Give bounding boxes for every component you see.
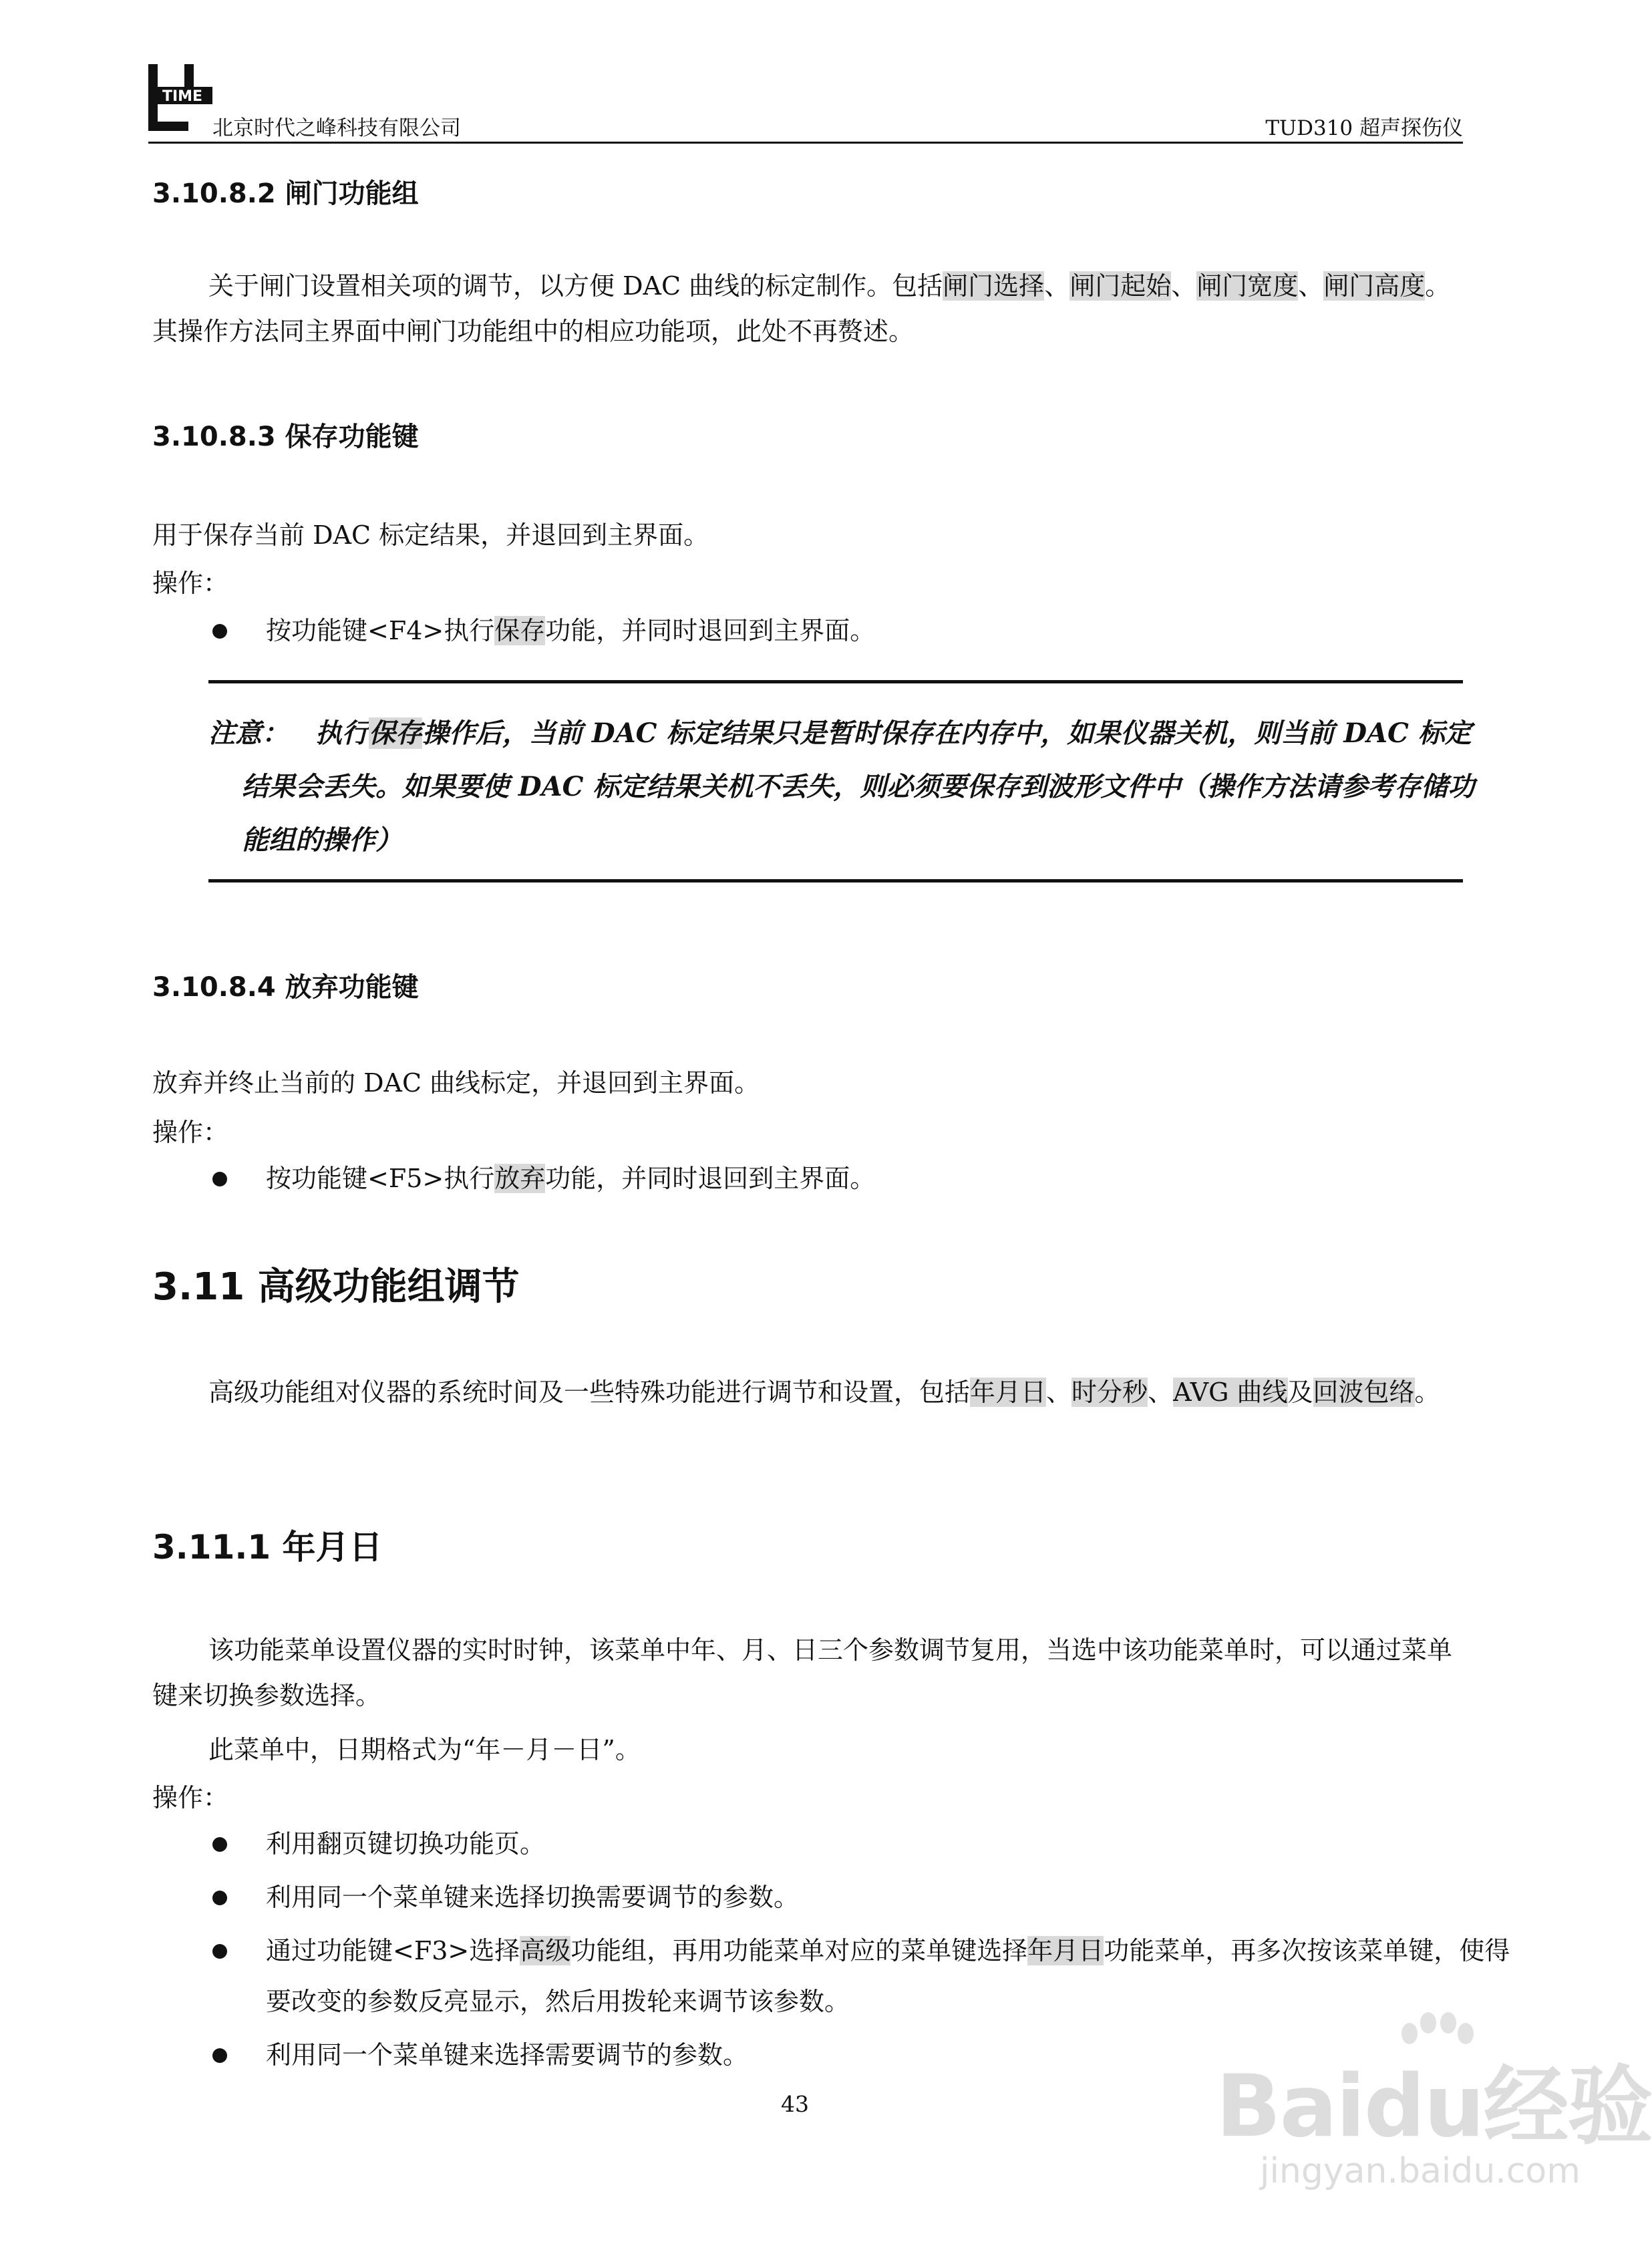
highlight-term: 闸门宽度 [1196, 271, 1299, 301]
paragraph-save-desc: 用于保存当前 DAC 标定结果，并退回到主界面。 [152, 520, 709, 550]
baidu-watermark [1196, 2011, 1652, 2211]
highlight-term: 闸门选择 [943, 271, 1045, 301]
section-heading-3-10-8-3: 3.10.8.3 保存功能键 [152, 422, 419, 452]
highlight-term: 年月日 [970, 1378, 1047, 1407]
page-number: 43 [781, 2091, 809, 2117]
highlight-term: AVG 曲线 [1173, 1378, 1288, 1407]
section-heading-3-10-8-4: 3.10.8.4 放弃功能键 [152, 972, 419, 1003]
note-bottom-rule [208, 879, 1463, 882]
bullet-item: 通过功能键<F3>选择高级功能组，再用功能菜单对应的菜单键选择年月日功能菜单，再多次按该菜单键，使得要改变的参数反亮显示，然后用拨轮来调节该参数。 [208, 1925, 1520, 2027]
paragraph-advanced-group: 高级功能组对仪器的系统时间及一些特殊功能进行调节和设置，包括年月日、时分秒、AVG 曲线及回波包络。 [208, 1378, 1440, 1407]
paragraph-date-format: 此菜单中，日期格式为“年－月－日”。 [208, 1735, 641, 1764]
note-top-rule [208, 680, 1463, 683]
section-heading-3-11-1: 3.11.1 年月日 [152, 1528, 383, 1567]
operation-label: 操作： [152, 1783, 229, 1812]
highlight-term: 回波包络 [1313, 1378, 1415, 1407]
bullet-item: 利用翻页键切换功能页。 [208, 1818, 1520, 1869]
header-divider [148, 142, 1463, 144]
highlight-term: 年月日 [1027, 1936, 1104, 1965]
highlight-term: 闸门起始 [1069, 271, 1172, 301]
bullet-dot [212, 624, 227, 639]
bullet-item: 按功能键<F5>执行放弃功能，并同时退回到主界面。 [208, 1153, 1520, 1204]
bullet-dot [212, 1891, 227, 1905]
bullet-item: 利用同一个菜单键来选择切换需要调节的参数。 [208, 1872, 1520, 1923]
highlight-term: 闸 [1323, 271, 1349, 301]
header-company-name: 北京时代之峰科技有限公司 [212, 116, 461, 140]
operation-label: 操作： [152, 1118, 229, 1147]
note-block: 注意： 执行保存操作后，当前 DAC 标定结果只是暂时保存在内存中，如果仪器关机，则当前 DAC 标定结果会丢失。如果要使 DAC 标定结果关机不丢失，则必须要保存到波形文件中（操作方法请参考存储功能组的操作） [208, 717, 1475, 856]
highlight-term: 门高度 [1349, 271, 1426, 301]
bullet-item: 利用同一个菜单键来选择需要调节的参数。 [208, 2030, 1520, 2080]
company-logo [148, 64, 214, 136]
paragraph-discard-desc: 放弃并终止当前的 DAC 曲线标定，并退回到主界面。 [152, 1068, 760, 1098]
paragraph-date-menu: 该功能菜单设置仪器的实时时钟，该菜单中年、月、日三个参数调节复用，当选中该功能菜单时，可以通过菜单键来切换参数选择。 [152, 1635, 1453, 1710]
watermark-url: jingyan.baidu.com [1260, 2151, 1581, 2191]
highlight-term: 保存 [369, 717, 422, 749]
section-heading-3-11: 3.11 高级功能组调节 [152, 1265, 520, 1309]
highlight-term: 保存 [494, 616, 546, 645]
highlight-term: 时分秒 [1071, 1378, 1148, 1407]
bullet-dot [212, 2048, 227, 2063]
bullet-dot [212, 1837, 227, 1852]
paragraph-gate-group: 关于闸门设置相关项的调节，以方便 DAC 曲线的标定制作。包括闸门选择、闸门起始、闸门宽度、闸门高度。其操作方法同主界面中闸门功能组中的相应功能项，此处不再赘述。 [152, 271, 1451, 346]
highlight-term: 放弃 [494, 1164, 546, 1193]
logo-text: TIME [162, 88, 203, 105]
bullet-dot [212, 1172, 227, 1186]
bullet-dot [212, 1944, 227, 1959]
highlight-term: 高级 [520, 1936, 571, 1965]
header-product-name: TUD310 超声探伤仪 [1265, 116, 1463, 140]
operation-label: 操作： [152, 569, 229, 598]
watermark-brand: Baidu经验 [1216, 2057, 1652, 2156]
note-label: 注意： [208, 717, 289, 749]
bullet-item: 按功能键<F4>执行保存功能，并同时退回到主界面。 [208, 605, 1520, 656]
section-heading-3-10-8-2: 3.10.8.2 闸门功能组 [152, 178, 419, 209]
